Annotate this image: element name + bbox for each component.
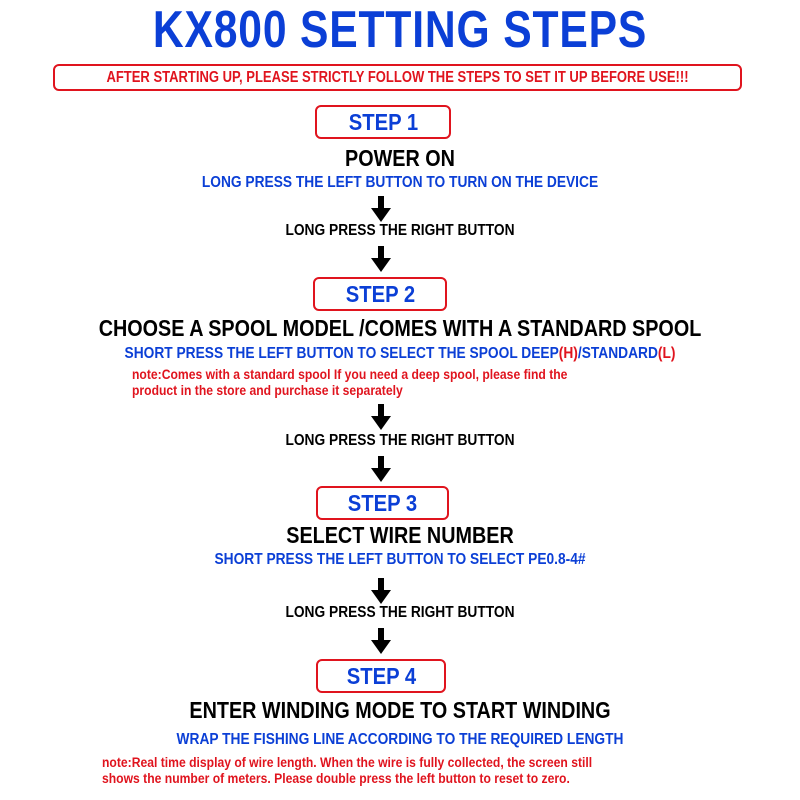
step-3-heading-row <box>0 522 800 549</box>
step-2-instruction-standard-code: (L) <box>657 345 676 362</box>
step-2-heading: CHOOSE A SPOOL MODEL /COMES WITH A STANDARD SPOOL <box>98 315 702 341</box>
transition-2-row <box>0 432 800 450</box>
warning-banner <box>53 64 742 91</box>
step-2-instruction <box>56 345 744 363</box>
step-4-instruction-row <box>0 731 800 749</box>
step-3-instruction: SHORT PRESS THE LEFT BUTTON TO SELECT PE0.8-4# <box>214 551 586 568</box>
step-1-instruction-row <box>0 174 800 192</box>
step-4-note-line-2: shows the number of meters. Please double press the left button to reset to zero. <box>102 771 570 786</box>
transition-2-label: LONG PRESS THE RIGHT BUTTON <box>285 432 515 449</box>
step-2-instruction-row <box>0 345 800 363</box>
step-3-badge <box>316 486 449 520</box>
step-2-label: STEP 2 <box>345 280 415 307</box>
step-3-instruction-row <box>0 551 800 569</box>
step-2-note-line-2: product in the store and purchase it separately <box>132 383 403 398</box>
step-2-heading-row <box>0 315 800 342</box>
transition-3-row <box>0 604 800 622</box>
arrow-down-icon <box>371 628 391 654</box>
page-header <box>0 0 800 60</box>
warning-text: AFTER STARTING UP, PLEASE STRICTLY FOLLOW THE STEPS TO SET IT UP BEFORE USE!!! <box>106 68 689 86</box>
step-1-heading: POWER ON <box>345 145 455 171</box>
step-4-instruction: WRAP THE FISHING LINE ACCORDING TO THE REQUIRED LENGTH <box>176 731 624 748</box>
step-4-heading-row <box>0 697 800 724</box>
step-4-heading: ENTER WINDING MODE TO START WINDING <box>189 697 611 723</box>
transition-1-row <box>0 222 800 240</box>
arrow-down-icon <box>371 456 391 482</box>
transition-3-label: LONG PRESS THE RIGHT BUTTON <box>285 604 515 621</box>
step-4-note <box>102 755 723 787</box>
step-4-badge <box>316 659 446 693</box>
transition-1-label: LONG PRESS THE RIGHT BUTTON <box>285 222 515 239</box>
step-2-instruction-main: SHORT PRESS THE LEFT BUTTON TO SELECT THE SPOOL DEEP <box>124 345 559 362</box>
step-1-badge <box>315 105 451 139</box>
step-2-note <box>132 367 708 399</box>
step-1-label: STEP 1 <box>348 108 418 135</box>
step-4-label: STEP 4 <box>346 662 416 689</box>
step-2-instruction-standard: /STANDARD <box>577 345 658 362</box>
step-2-instruction-deep-code: (H) <box>558 345 578 362</box>
step-2-note-line-1: note:Comes with a standard spool If you need a deep spool, please find the <box>132 367 568 382</box>
step-3-label: STEP 3 <box>347 489 418 516</box>
arrow-down-icon <box>371 196 391 222</box>
arrow-down-icon <box>371 404 391 430</box>
step-3-heading: SELECT WIRE NUMBER <box>286 522 514 548</box>
arrow-down-icon <box>371 246 391 272</box>
arrow-down-icon <box>371 578 391 604</box>
step-1-instruction: LONG PRESS THE LEFT BUTTON TO TURN ON THE DEVICE <box>201 174 599 191</box>
step-4-note-line-1: note:Real time display of wire length. When the wire is fully collected, the screen still <box>102 755 593 770</box>
page-title: KX800 SETTING STEPS <box>152 1 648 59</box>
step-2-badge <box>313 277 447 311</box>
step-1-heading-row <box>0 145 800 172</box>
